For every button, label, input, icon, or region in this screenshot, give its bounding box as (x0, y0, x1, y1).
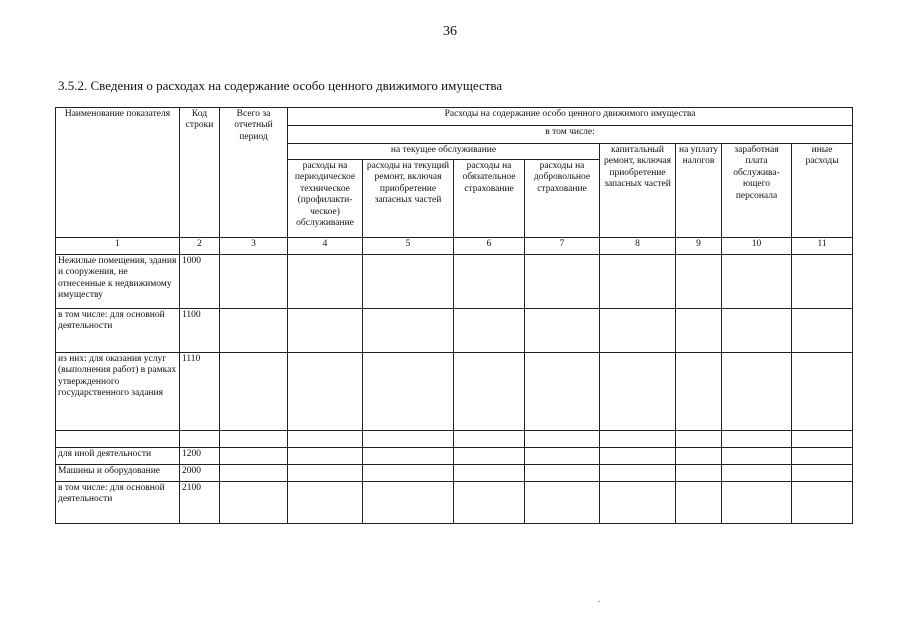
row-code (180, 431, 220, 448)
data-cell (363, 431, 454, 448)
column-number-row (56, 238, 853, 255)
table-row (56, 353, 853, 431)
data-cell (363, 353, 454, 431)
header-total: Всего за отчетный период (220, 108, 288, 238)
column-number: 6 (454, 238, 525, 255)
data-cell (525, 255, 600, 309)
column-number: 7 (525, 238, 600, 255)
data-cell (792, 255, 853, 309)
row-code: 1200 (180, 448, 220, 465)
data-cell (220, 465, 288, 482)
data-cell (220, 448, 288, 465)
data-cell (220, 353, 288, 431)
header-salary: заработная плата обслужива-ющего персонала (722, 144, 792, 238)
data-cell (363, 255, 454, 309)
data-cell (722, 309, 792, 353)
header-taxes: на уплату налогов (676, 144, 722, 238)
data-cell (220, 255, 288, 309)
data-cell (792, 465, 853, 482)
column-number: 10 (722, 238, 792, 255)
data-cell (220, 431, 288, 448)
data-cell (454, 431, 525, 448)
data-cell (600, 309, 676, 353)
scan-speck (598, 601, 600, 602)
data-cell (676, 309, 722, 353)
data-cell (363, 448, 454, 465)
data-cell (525, 353, 600, 431)
data-cell (454, 309, 525, 353)
data-cell (288, 482, 363, 524)
header-periodic: расходы на периодическое техническое (профилакти-ческое) обслуживание (288, 160, 363, 238)
column-number: 3 (220, 238, 288, 255)
data-cell (600, 431, 676, 448)
data-cell (525, 482, 600, 524)
column-number: 5 (363, 238, 454, 255)
column-number: 1 (56, 238, 180, 255)
data-cell (288, 448, 363, 465)
data-cell (288, 431, 363, 448)
data-cell (676, 431, 722, 448)
data-cell (676, 482, 722, 524)
table-row (56, 465, 853, 482)
data-cell (600, 482, 676, 524)
data-cell (722, 465, 792, 482)
header-current-service: на текущее обслуживание (288, 144, 600, 160)
row-code: 1100 (180, 309, 220, 353)
data-cell (288, 353, 363, 431)
data-cell (722, 431, 792, 448)
data-cell (454, 465, 525, 482)
data-cell (676, 353, 722, 431)
data-cell (220, 482, 288, 524)
row-label: Нежилые помещения, здания и сооружения, не отнесенные к недвижимому имуществу (56, 255, 180, 309)
data-cell (525, 431, 600, 448)
data-cell (722, 255, 792, 309)
column-number: 4 (288, 238, 363, 255)
data-cell (600, 353, 676, 431)
data-cell (454, 482, 525, 524)
data-cell (363, 482, 454, 524)
header-including: в том числе: (288, 126, 853, 144)
data-cell (363, 309, 454, 353)
column-number: 8 (600, 238, 676, 255)
column-number: 9 (676, 238, 722, 255)
data-cell (676, 448, 722, 465)
table-row (56, 309, 853, 353)
header-other: иные расходы (792, 144, 853, 238)
data-cell (600, 255, 676, 309)
data-cell (288, 255, 363, 309)
data-cell (792, 309, 853, 353)
row-code: 2000 (180, 465, 220, 482)
page-number: 36 (443, 24, 457, 39)
data-cell (792, 482, 853, 524)
data-cell (722, 482, 792, 524)
header-mandatory-insurance: расходы на обязательное страхование (454, 160, 525, 238)
data-cell (676, 255, 722, 309)
row-label: Машины и оборудование (56, 465, 180, 482)
data-cell (792, 448, 853, 465)
header-name: Наименование показателя (56, 108, 180, 238)
table-row (56, 255, 853, 309)
header-capital-repair: капитальный ремонт, включая приобретение запасных частей (600, 144, 676, 238)
data-cell (600, 465, 676, 482)
data-cell (722, 353, 792, 431)
row-code: 2100 (180, 482, 220, 524)
row-label (56, 431, 180, 448)
header-voluntary-insurance: расходы на добровольное страхование (525, 160, 600, 238)
column-number: 11 (792, 238, 853, 255)
section-title: 3.5.2. Сведения о расходах на содержание особо ценного движимого имущества (58, 78, 503, 93)
row-code: 1110 (180, 353, 220, 431)
data-cell (220, 309, 288, 353)
data-cell (363, 465, 454, 482)
header-expenses: Расходы на содержание особо ценного движимого имущества (288, 108, 853, 126)
data-cell (792, 431, 853, 448)
row-label: из них: для оказания услуг (выполнения работ) в рамках утвержденного государственного задания (56, 353, 180, 431)
data-cell (454, 255, 525, 309)
row-code: 1000 (180, 255, 220, 309)
data-cell (600, 448, 676, 465)
expenses-table (55, 107, 853, 524)
row-label: в том числе: для основной деятельности (56, 309, 180, 353)
row-label: в том числе: для основной деятельности (56, 482, 180, 524)
data-cell (676, 465, 722, 482)
data-cell (722, 448, 792, 465)
table-row (56, 482, 853, 524)
data-cell (525, 309, 600, 353)
data-cell (525, 465, 600, 482)
data-cell (288, 309, 363, 353)
header-repair: расходы на текущий ремонт, включая приобретение запасных частей (363, 160, 454, 238)
data-cell (454, 448, 525, 465)
data-cell (792, 353, 853, 431)
data-cell (288, 465, 363, 482)
column-number: 2 (180, 238, 220, 255)
table-row (56, 431, 853, 448)
data-cell (454, 353, 525, 431)
header-code: Код строки (180, 108, 220, 238)
row-label: для иной деятельности (56, 448, 180, 465)
table-row (56, 448, 853, 465)
data-cell (525, 448, 600, 465)
